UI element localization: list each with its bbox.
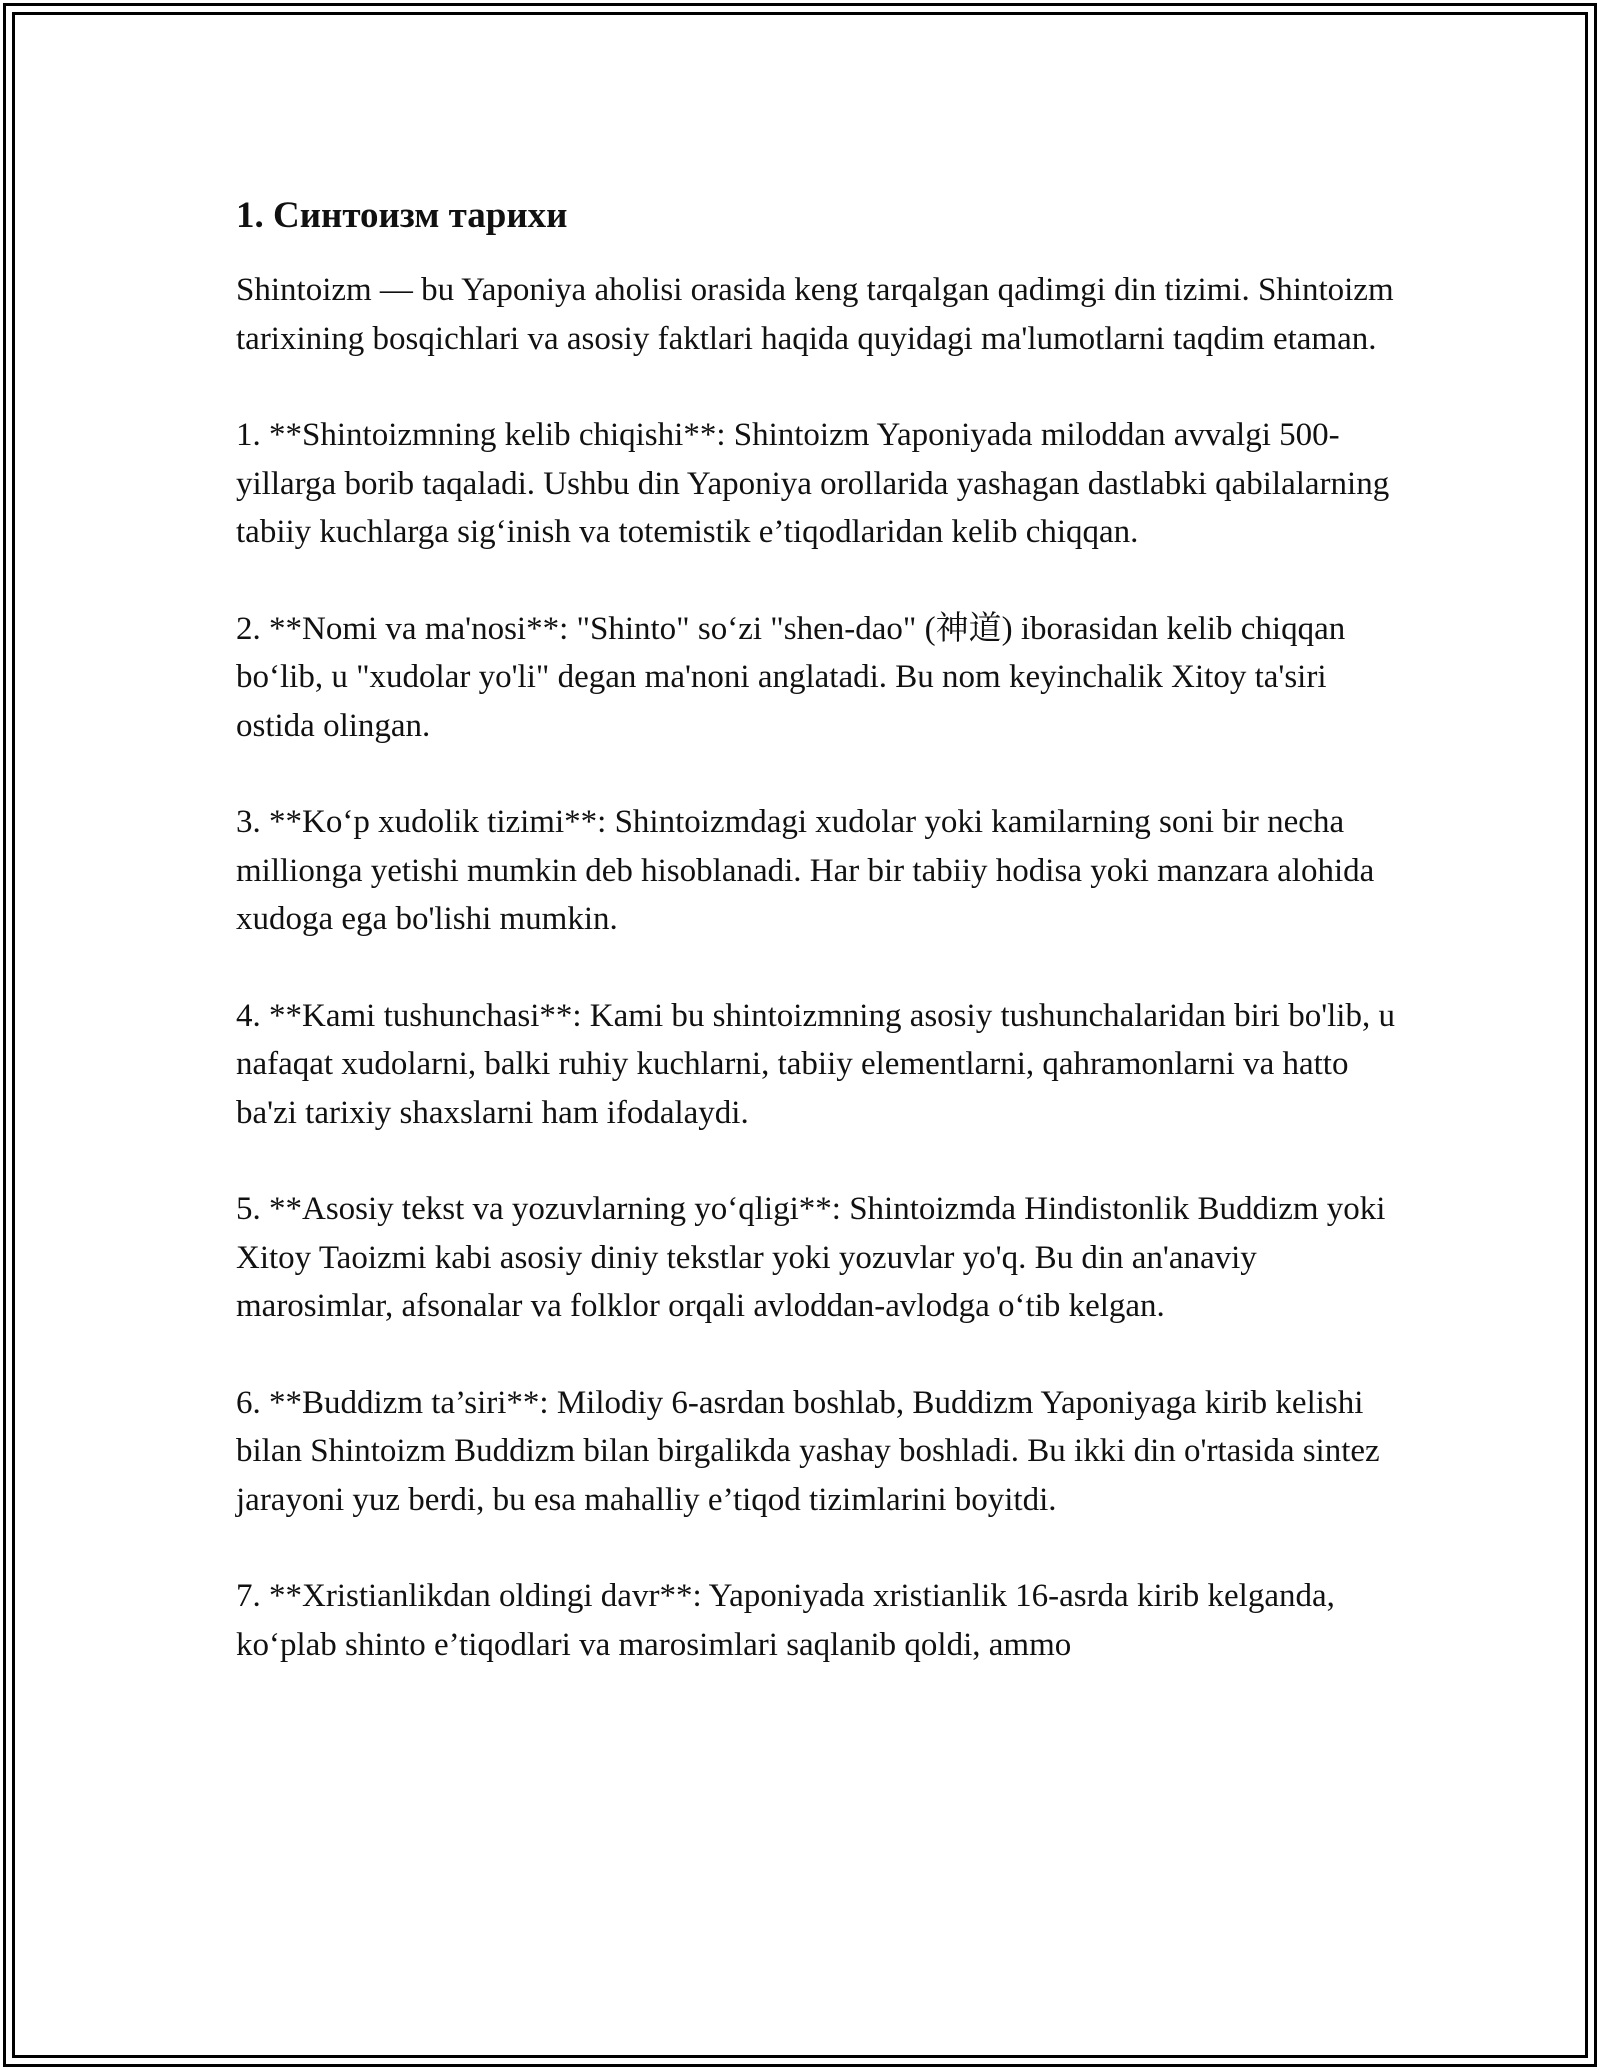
section-heading: 1. Синтоизм тарихи xyxy=(236,195,568,236)
intro-paragraph: Shintoizm — bu Yaponiya aholisi orasida keng tarqalgan qadimgi din tizimi. Shintoizm tarixining bosqichlari va asosiy faktlari haqida quyidagi ma'lumotlarni taqdim etaman. xyxy=(236,272,1394,357)
item-kami-paragraph: 4. **Kami tushunchasi**: Kami bu shintoizmning asosiy tushunchalaridan biri bo'lib, u nafaqat xudolarni, balki ruhiy kuchlarni, tabiiy elementlarni, qahramonlarni va hatto ba'zi tarixiy shaxslarni ham ifodalaydi. xyxy=(236,997,1395,1131)
item-origin-paragraph: 1. **Shintoizmning kelib chiqishi**: Shintoizm Yaponiyada miloddan avvalgi 500-yillarga borib taqaladi. Ushbu din Yaponiya orollarida yashagan dastlabki qabilalarning tabiiy kuchlarga sig‘inish va totemistik e’tiqodlaridan kelib chiqqan. xyxy=(236,417,1390,550)
item-name-meaning-paragraph: 2. **Nomi va ma'nosi**: "Shinto" so‘zi "shen-dao" (神道) iborasidan kelib chiqqan bo‘lib, u "xudolar yo'li" degan ma'noni anglatadi. Bu nom keyinchalik Xitoy ta'siri ostida olingan. xyxy=(236,610,1346,744)
item-buddhism-paragraph: 6. **Buddizm ta’siri**: Milodiy 6-asrdan boshlab, Buddizm Yaponiyaga kirib kelishi bilan Shintoizm Buddizm bilan birgalikda yashay boshladi. Bu ikki din o'rtasida sintez jarayoni yuz berdi, bu esa mahalliy e’tiqod tizimlarini boyitdi. xyxy=(236,1384,1380,1518)
item-no-texts-paragraph: 5. **Asosiy tekst va yozuvlarning yo‘qligi**: Shintoizmda Hindistonlik Buddizm yoki Xitoy Taoizmi kabi asosiy diniy tekstlar yoki yozuvlar yo'q. Bu din an'anaviy marosimlar, afsonalar va folklor orqali avloddan-avlodga o‘tib kelgan. xyxy=(236,1191,1386,1324)
item-polytheism-paragraph: 3. **Ko‘p xudolik tizimi**: Shintoizmdagi xudolar yoki kamilarning soni bir necha millionga yetishi mumkin deb hisoblanadi. Har bir tabiiy hodisa yoki manzara alohida xudoga ega bo'lishi mumkin. xyxy=(236,804,1375,937)
document-body xyxy=(236,192,1396,1669)
item-pre-christian-paragraph: 7. **Xristianlikdan oldingi davr**: Yaponiyada xristianlik 16-asrda kirib kelganda, ko‘plab shinto e’tiqodlari va marosimlari saqlanib qoldi, ammo xyxy=(236,1578,1335,1663)
